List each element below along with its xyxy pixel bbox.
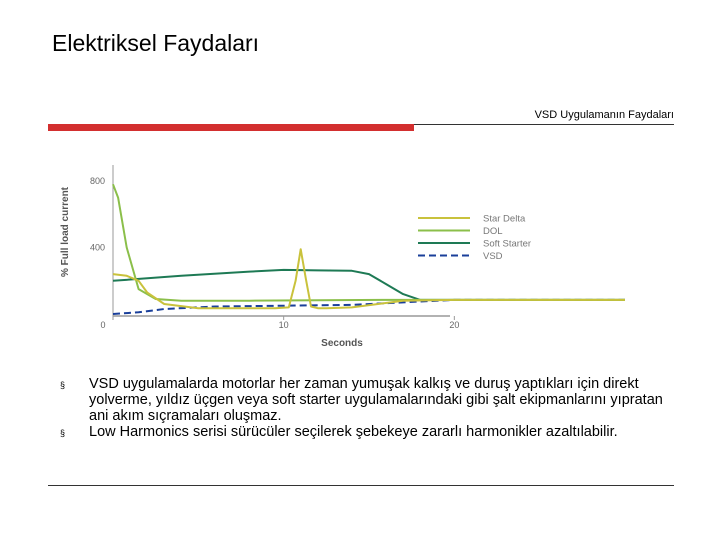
legend-label: DOL bbox=[483, 226, 503, 237]
series-line-dol bbox=[113, 184, 625, 300]
bullet-marker: § bbox=[60, 428, 66, 438]
bottom-divider bbox=[48, 485, 674, 486]
y-tick-label: 400 bbox=[89, 242, 105, 253]
legend-label: Star Delta bbox=[483, 213, 526, 225]
y-tick-label: 800 bbox=[89, 176, 105, 186]
legend-label: VSD bbox=[483, 251, 503, 262]
x-axis-label: Seconds bbox=[321, 338, 363, 349]
bullet-list bbox=[60, 376, 670, 440]
bullet-item bbox=[60, 376, 670, 424]
bullet-item bbox=[60, 424, 670, 440]
bullet-text: VSD uygulamalarda motorlar her zaman yumuşak kalkış ve duruş yaptıkları için direkt yolverme, yıldız üçgen veya soft starter uygulamalarındaki gibi şalt ekipmanlarını yıpratan ani akım sıçramaları oluşmaz. bbox=[89, 376, 663, 424]
bullet-marker: § bbox=[60, 380, 66, 390]
bullet-text: Low Harmonics serisi sürücüler seçilerek şebekeye zararlı harmonikler azaltılabilir. bbox=[89, 424, 618, 440]
y-axis-label: % Full load current bbox=[60, 186, 71, 278]
x-tick-label: 20 bbox=[449, 320, 460, 330]
slide-title: Elektriksel Faydaları bbox=[52, 30, 260, 56]
series-line-soft-starter bbox=[113, 270, 625, 300]
chart-subtitle: VSD Uygulamanın Faydaları bbox=[534, 109, 674, 121]
x-tick-label: 10 bbox=[278, 320, 289, 330]
legend-label: Soft Starter bbox=[483, 238, 532, 250]
x-tick-label: 0 bbox=[100, 320, 106, 330]
